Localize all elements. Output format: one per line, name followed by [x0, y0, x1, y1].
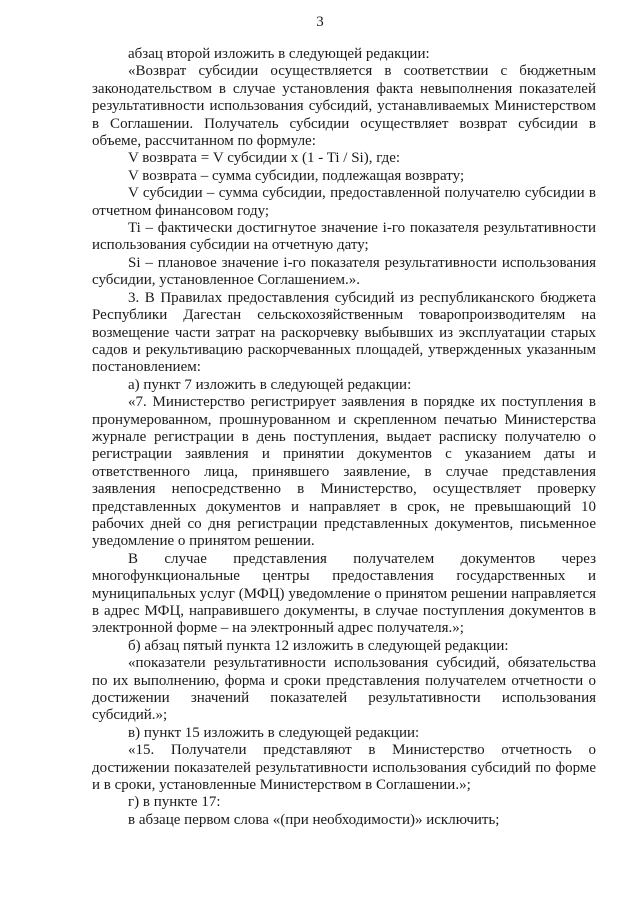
paragraph: «Возврат субсидии осуществляется в соответствии с бюджетным законодательством в случае установления факта невыполнения показателей результативности использования субсидий, устанавливаемых Министерством в Соглашении. Получатель субсидии осуществляет возврат субсидии в объеме, рассчитанном по формуле: [92, 63, 596, 150]
paragraph: «7. Министерство регистрирует заявления в порядке их поступления в пронумерованном, прошнурованном и скрепленном печатью Министерства журнале регистрации в день поступления, выдает расписку получателю о регистрации заявления и принятии документов с указанием даты и ответственного лица, принявшего заявление, в случае представления заявления непосредственно в Министерство, осуществляет проверку представленных документов и направляет в срок, не превышающий 10 рабочих дней со дня регистрации представленных документов, письменное уведомление о принятом решении. [92, 394, 596, 550]
paragraph: V возврата – сумма субсидии, подлежащая возврату; [128, 167, 465, 184]
paragraph: 3. В Правилах предоставления субсидий из республиканского бюджета Республики Дагестан сельскохозяйственным товаропроизводителям на возмещение части затрат на раскорчевку выбывших из эксплуатации старых садов и рекультивацию раскорчеванных площадей, утвержденных указанным постановлением: [92, 289, 596, 376]
paragraph: «15. Получатели представляют в Министерство отчетность о достижении показателей результативности использования субсидий по форме и в сроки, установленные Министерством в Соглашении.»; [92, 742, 596, 794]
paragraph: абзац второй изложить в следующей редакции: [128, 46, 430, 62]
paragraph: Si – плановое значение i-го показателя результативности использования субсидии, установленное Соглашением.». [92, 254, 596, 289]
paragraph: В случае представления получателем документов через многофункциональные центры предоставления государственных и муниципальных услуг (МФЦ) уведомление о принятом решении направляется в адрес МФЦ, направившего документы, в случае поступления документов в электронной форме – на электронный адрес получателя.»; [92, 550, 596, 637]
paragraph: V субсидии – сумма субсидии, предоставленной получателю субсидии в отчетном финансовом году; [92, 185, 596, 219]
paragraph: Ti – фактически достигнутое значение i-го показателя результативности использования субсидии на отчетную дату; [92, 220, 596, 254]
formula-paragraph: V возврата = V субсидии x (1 - Ti / Si), где: [128, 150, 401, 167]
paragraph: «показатели результативности использования субсидий, обязательства по их выполнению, форма и сроки представления получателем отчетности о достижении значений показателей результативности использования субсидий.»; [92, 655, 596, 724]
page-number: 3 [316, 14, 324, 30]
paragraph: в) пункт 15 изложить в следующей редакции: [128, 724, 420, 741]
document-body [92, 46, 596, 829]
paragraph: в абзаце первом слова «(при необходимости)» исключить; [128, 811, 500, 828]
paragraph: б) абзац пятый пункта 12 изложить в следующей редакции: [128, 637, 509, 654]
paragraph: а) пункт 7 изложить в следующей редакции: [128, 376, 412, 393]
paragraph: г) в пункте 17: [128, 794, 221, 811]
